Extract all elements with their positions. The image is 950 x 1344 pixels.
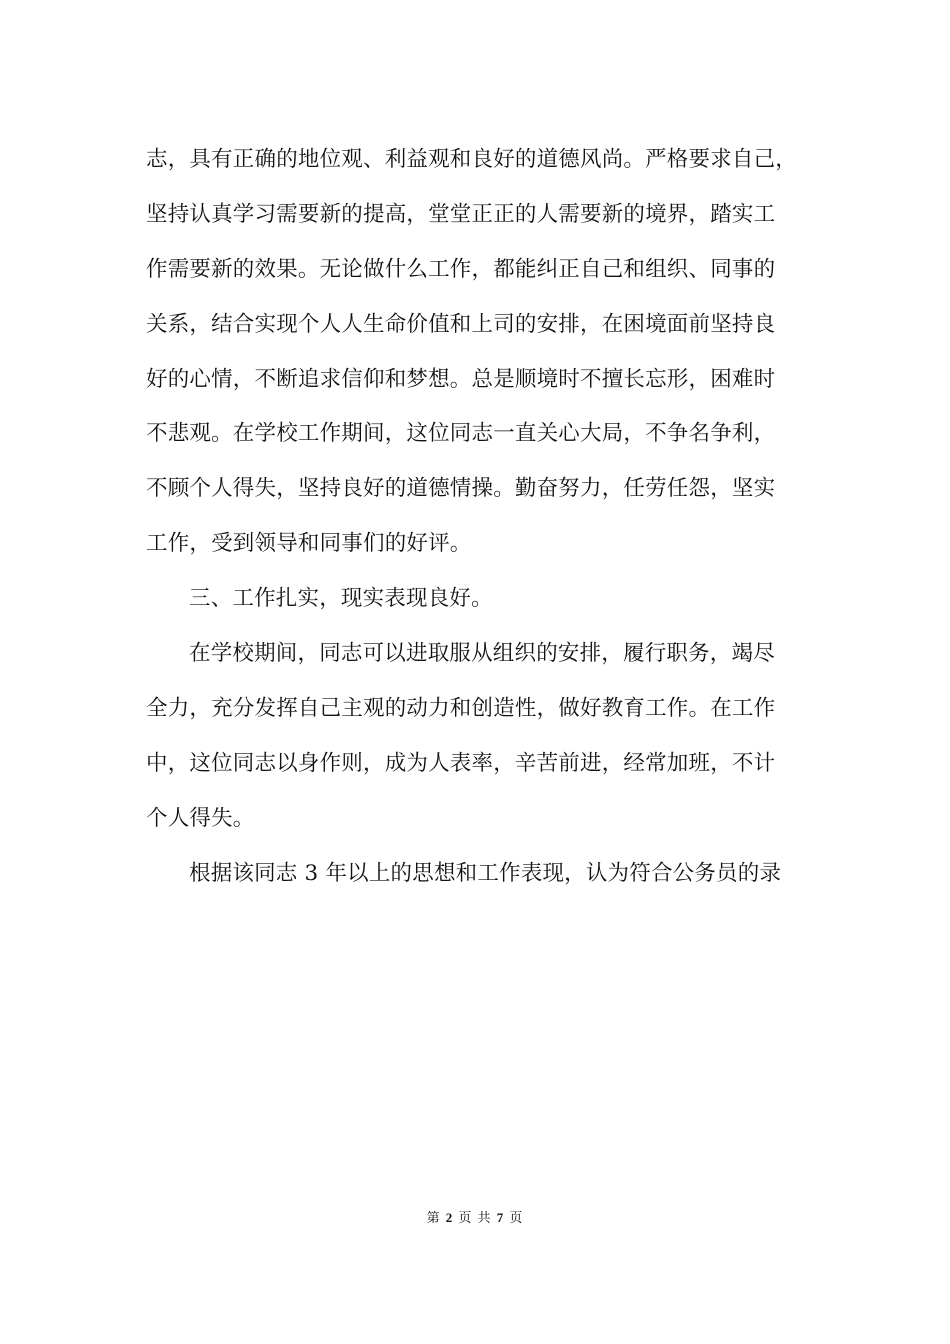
footer-current-page: 2 [445, 1210, 454, 1225]
text-line: 好的心情，不断追求信仰和梦想。总是顺境时不擅长忘形，困难时 [146, 366, 776, 392]
text-line: 在学校期间，同志可以进取服从组织的安排，履行职务，竭尽 [189, 641, 775, 667]
text-line: 不顾个人得失，坚持良好的道德情操。勤奋努力，任劳任怨，坚实 [146, 476, 776, 502]
footer-total-pages: 7 [496, 1210, 505, 1225]
text-line: 坚持认真学习需要新的提高，堂堂正正的人需要新的境界，踏实工 [146, 201, 776, 227]
text-line: 志，具有正确的地位观、利益观和良好的道德风尚。严格要求自己， [146, 147, 798, 172]
text-line: 根据该同志 3 年以上的思想和工作表现，认为符合公务员的录 [189, 860, 782, 886]
text-line: 全力，充分发挥自己主观的动力和创造性，做好教育工作。在工作 [146, 695, 776, 721]
text-line: 作需要新的效果。无论做什么工作，都能纠正自己和组织、同事的 [146, 256, 776, 282]
document-body [146, 133, 836, 901]
footer-middle: 页 共 [458, 1211, 492, 1226]
section-heading: 三、工作扎实，现实表现良好。 [189, 586, 493, 612]
text-line: 个人得失。 [146, 805, 255, 831]
footer-suffix: 页 [509, 1211, 524, 1226]
page-footer [0, 1207, 950, 1226]
text-line: 中，这位同志以身作则，成为人表率，辛苦前进，经常加班，不计 [146, 750, 776, 776]
text-line: 关系，结合实现个人人生命价值和上司的安排，在困境面前坚持良 [146, 311, 776, 337]
text-line: 工作，受到领导和同事们的好评。 [146, 531, 472, 557]
text-line: 不悲观。在学校工作期间，这位同志一直关心大局，不争名争利， [146, 421, 776, 447]
footer-prefix: 第 [426, 1211, 441, 1226]
